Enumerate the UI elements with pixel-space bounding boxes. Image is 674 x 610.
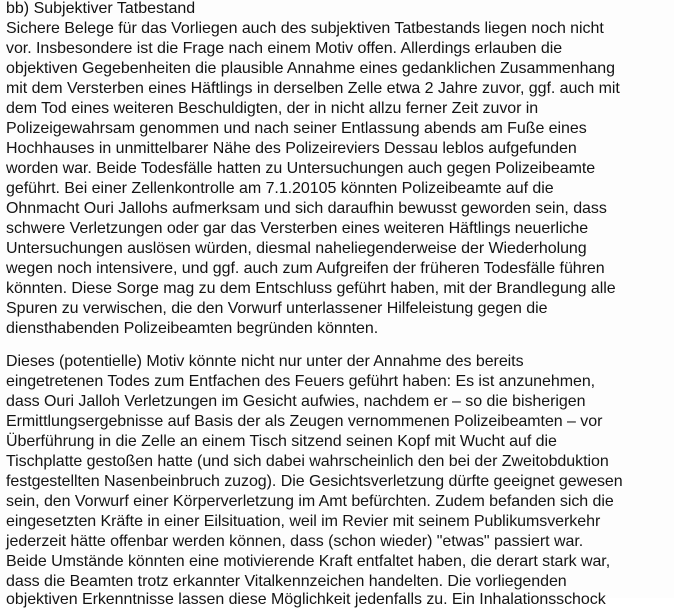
text-line: Ohnmacht Ouri Jallohs aufmerksam und sich daraufhin bewusst geworden sein, dass — [6, 200, 607, 217]
text-line: objektiven Erkenntnisse lassen diese Möglichkeit jedenfalls zu. Ein Inhalationsschock — [6, 591, 606, 608]
text-line: mit dem Versterben eines Häftlings in derselben Zelle etwa 2 Jahre zuvor, ggf. auch mit — [6, 80, 620, 97]
text-line: eingesetzten Kräfte in einer Eilsituation, weil im Revier mit seinem Publikumsverkehr — [6, 513, 601, 530]
text-line: objektiven Gegebenheiten die plausible Annahme eines gedanklichen Zusammenhang — [6, 60, 615, 77]
text-line: vor. Insbesondere ist die Frage nach einem Motiv offen. Allerdings erlauben die — [6, 40, 563, 57]
section-heading: bb) Subjektiver Tatbestand — [6, 0, 196, 17]
text-line: Überführung in die Zelle an einem Tisch sitzend seinen Kopf mit Wucht auf die — [6, 433, 557, 450]
text-line: Hochhauses in unmittelbarer Nähe des Polizeireviers Dessau leblos aufgefunden — [6, 140, 577, 157]
text-line: dass Ouri Jalloh Verletzungen im Gesicht aufwies, nachdem er – so die bisherigen — [6, 393, 586, 410]
text-line: sein, den Vorwurf einer Körperverletzung im Amt befürchten. Zudem befanden sich die — [6, 493, 614, 510]
text-line: Untersuchungen auslösen würden, diesmal naheliegenderweise der Wiederholung — [6, 240, 587, 257]
text-line: jederzeit hätte offenbar werden können, dass (schon wieder) "etwas" passiert war. — [6, 533, 584, 550]
text-line: geführt. Bei einer Zellenkontrolle am 7.1.20105 könnten Polizeibeamte auf die — [6, 180, 554, 197]
text-line: dem Tod eines weiteren Beschuldigten, der in nicht allzu ferner Zeit zuvor in — [6, 100, 539, 117]
text-line: Beide Umstände könnten eine motivierende Kraft entfaltet haben, die derart stark war, — [6, 553, 611, 570]
text-line: worden war. Beide Todesfälle hatten zu Untersuchungen auch gegen Polizeibeamte — [6, 160, 596, 177]
text-line: festgestellten Nasenbeinbruch zuzog). Die Gesichtsverletzung dürfte geeignet gewesen — [6, 473, 623, 490]
text-line: schwere Verletzungen oder gar das Versterben eines weiteren Häftlings neuerliche — [6, 220, 589, 237]
text-line: dass die Beamten trotz erkannter Vitalkennzeichen handelten. Die vorliegenden — [6, 573, 567, 590]
text-line: Ermittlungsergebnisse auf Basis der als Zeugen vernommenen Polizeibeamten – vor — [6, 413, 603, 430]
text-line: eingetretenen Todes zum Entfachen des Feuers geführt haben: Es ist anzunehmen, — [6, 373, 596, 390]
text-line: Polizeigewahrsam genommen und nach seiner Entlassung abends am Fuße eines — [6, 120, 587, 137]
text-line: Dieses (potentielle) Motiv könnte nicht nur unter der Annahme des bereits — [6, 353, 524, 370]
text-line: Tischplatte gestoßen hatte (und sich dabei wahrscheinlich den bei der Zweitobduktion — [6, 453, 609, 470]
text-line: Sichere Belege für das Vorliegen auch des subjektiven Tatbestands liegen noch nicht — [6, 20, 604, 37]
text-line: diensthabenden Polizeibeamten begründen könnten. — [6, 320, 379, 337]
text-line: Spuren zu verwischen, die den Vorwurf unterlassener Hilfeleistung gegen die — [6, 300, 548, 317]
text-line: könnten. Diese Sorge mag zu dem Entschluss geführt haben, mit der Brandlegung alle — [6, 280, 616, 297]
text-line: wegen noch intensivere, und ggf. auch zum Aufgreifen der früheren Todesfälle führen — [6, 260, 605, 277]
